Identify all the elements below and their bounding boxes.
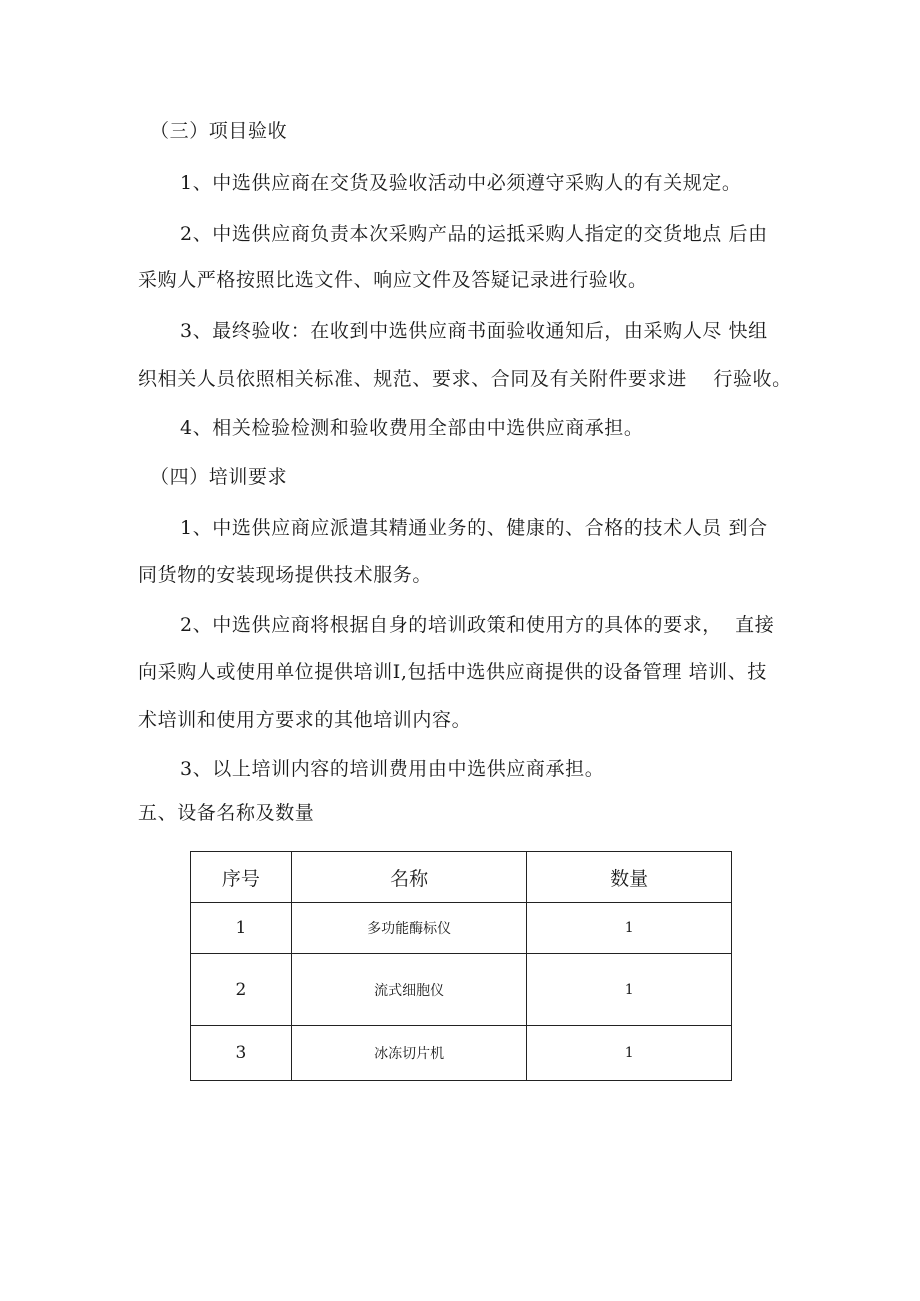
paragraph-line: 2、中选供应商负责本次采购产品的运抵采购人指定的交货地点 后由 [180, 223, 768, 245]
header-index: 序号 [191, 852, 292, 903]
equipment-table [190, 851, 732, 1081]
table-row [191, 903, 732, 954]
table-row [191, 1026, 732, 1081]
header-name: 名称 [291, 852, 527, 903]
section-heading-training: （四）培训要求 [150, 466, 288, 488]
paragraph-line: 同货物的安装现场提供技术服务。 [138, 564, 433, 586]
cell-index: 3 [191, 1026, 292, 1081]
paragraph-line: 术培训和使用方要求的其他培训内容。 [138, 709, 472, 731]
paragraph-line: 4、相关检验检测和验收费用全部由中选供应商承担。 [180, 417, 644, 439]
paragraph-line: 1、中选供应商应派遣其精通业务的、健康的、合格的技术人员 到合 [180, 517, 768, 539]
cell-index: 2 [191, 954, 292, 1026]
paragraph-line: 2、中选供应商将根据自身的培训政策和使用方的具体的要求， 直接 [180, 614, 775, 636]
header-quantity: 数量 [527, 852, 732, 903]
cell-name: 多功能酶标仪 [291, 903, 527, 954]
cell-quantity: 1 [527, 1026, 732, 1081]
section-heading-equipment: 五、设备名称及数量 [138, 802, 315, 824]
cell-index: 1 [191, 903, 292, 954]
paragraph-line: 采购人严格按照比选文件、响应文件及答疑记录进行验收。 [138, 269, 648, 291]
paragraph-line: 织相关人员依照相关标准、规范、要求、合同及有关附件要求进 行验收。 [138, 368, 792, 390]
paragraph-line: 向采购人或使用单位提供培训I,包括中选供应商提供的设备管理 培训、技 [138, 661, 767, 683]
paragraph-line: 3、最终验收：在收到中选供应商书面验收通知后，由采购人尽 快组 [180, 320, 768, 342]
cell-quantity: 1 [527, 954, 732, 1026]
cell-quantity: 1 [527, 903, 732, 954]
cell-name: 流式细胞仪 [291, 954, 527, 1026]
paragraph-line: 1、中选供应商在交货及验收活动中必须遵守采购人的有关规定。 [180, 172, 742, 194]
cell-name: 冰冻切片机 [291, 1026, 527, 1081]
table-row [191, 954, 732, 1026]
paragraph-line: 3、以上培训内容的培训费用由中选供应商承担。 [180, 758, 605, 780]
section-heading-acceptance: （三）项目验收 [150, 120, 288, 142]
table-header-row [191, 852, 732, 903]
